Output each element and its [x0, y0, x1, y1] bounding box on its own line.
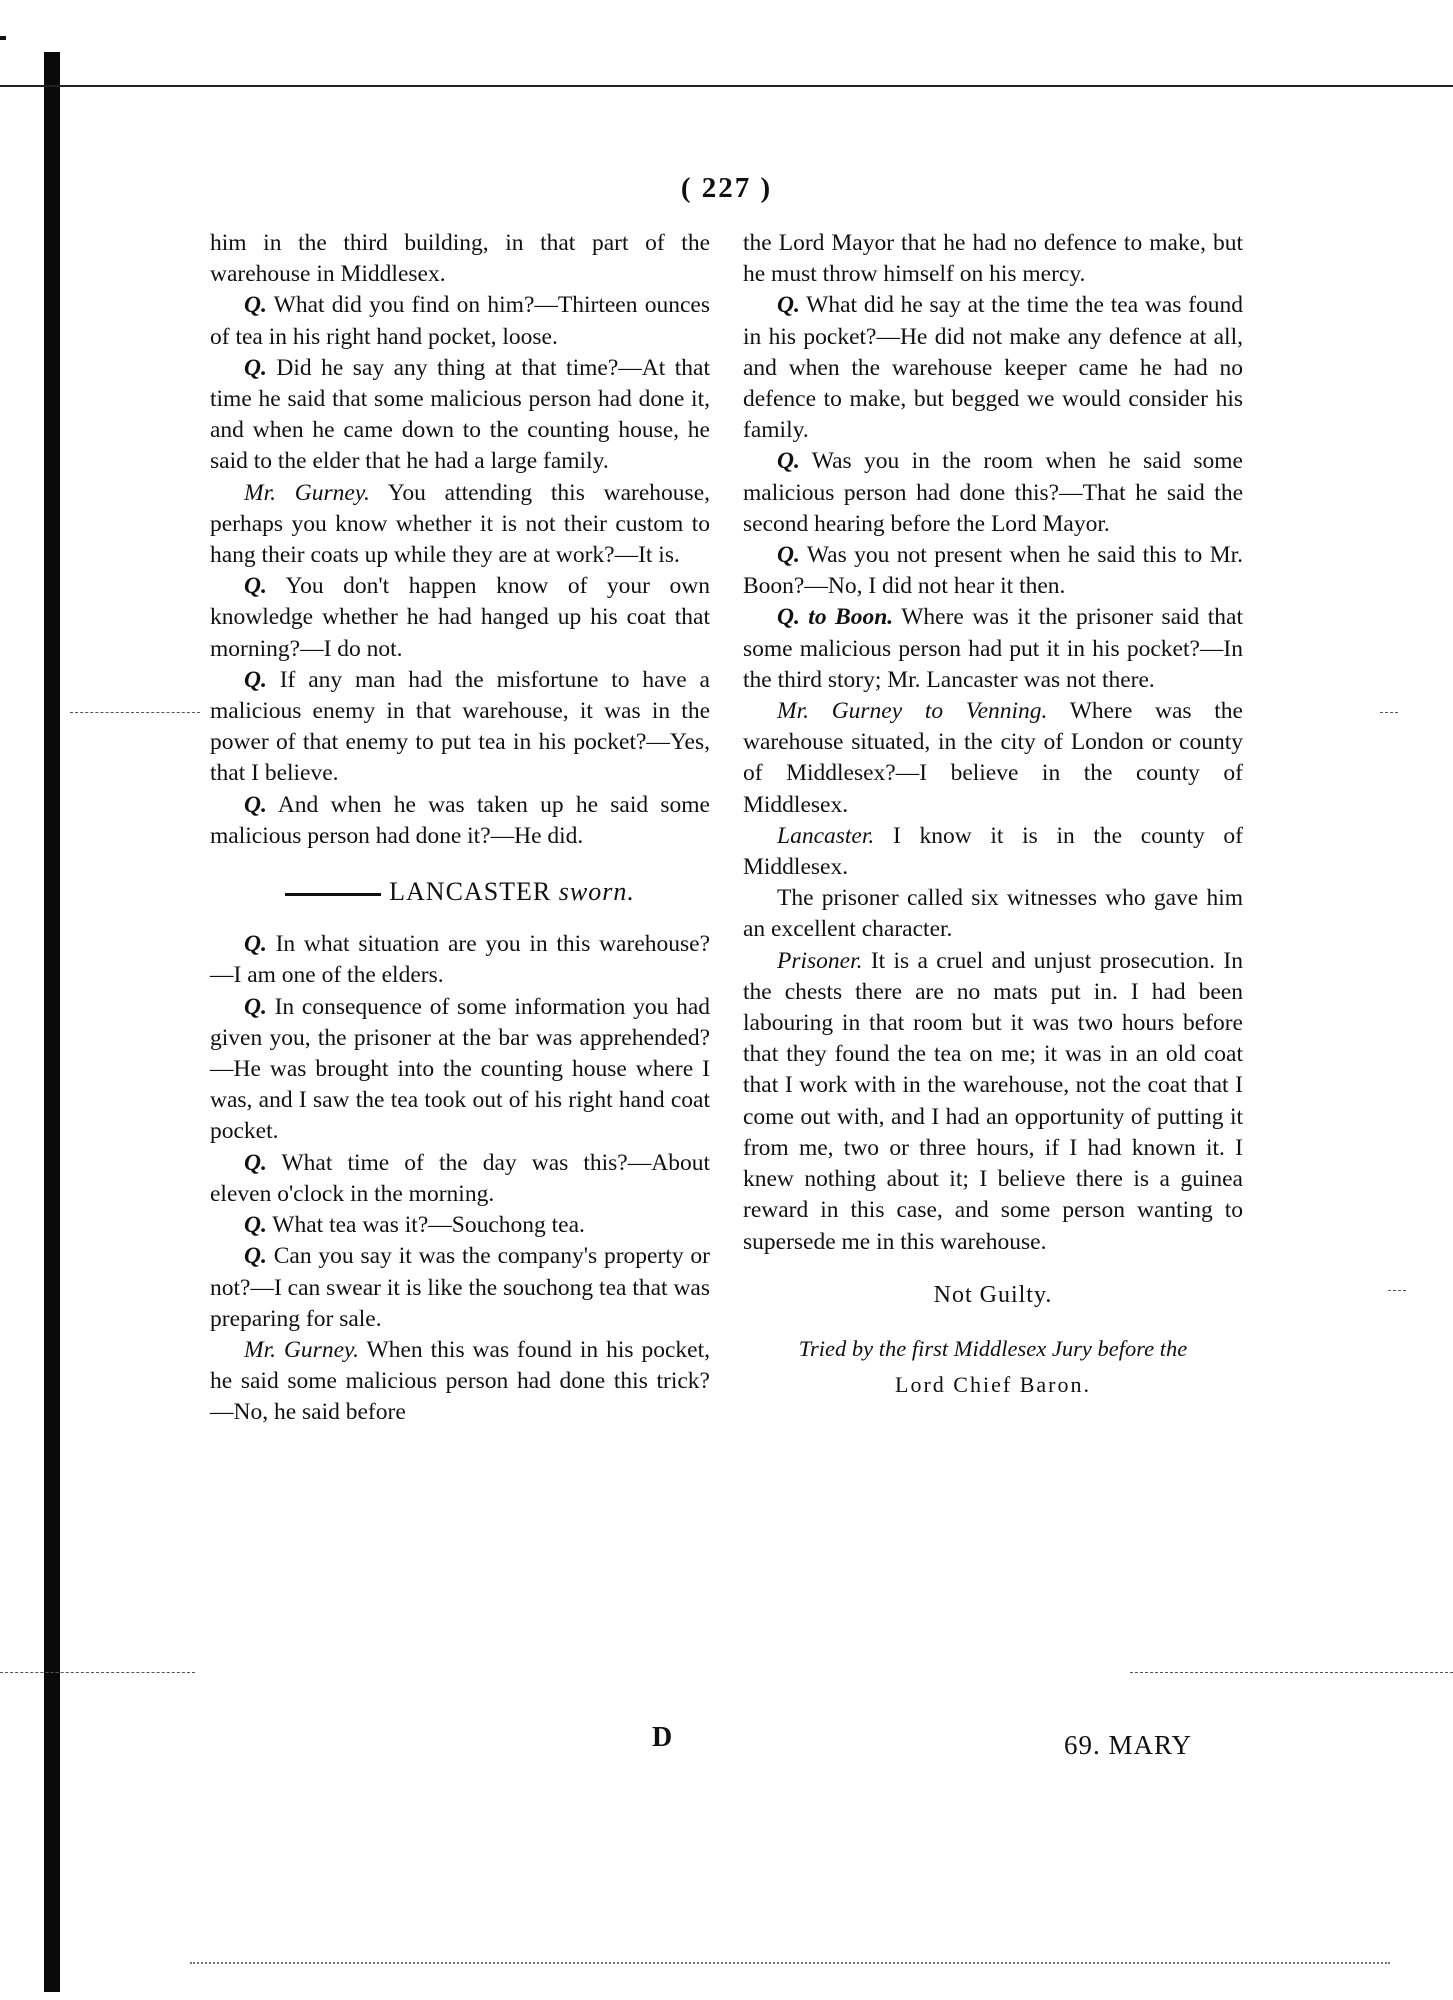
paragraph: Q. If any man had the misfortune to have a malicious enemy in that warehouse, it was in the power of that enemy to put tea in his pocket?—Yes, that I believe. [210, 666, 710, 787]
paragraph: Q. And when he was taken up he said some malicious person had done it?—He did. [210, 791, 710, 849]
paragraph: Lancaster. I know it is in the county of Middlesex. [743, 822, 1243, 881]
paragraph: Q. In consequence of some information you had given you, the prisoner at the bar was apprehended?—He was brought into the counting house where I was, and I saw the tea took out of his right hand coat pocket. [210, 993, 710, 1145]
paragraph: Q. In what situation are you in this warehouse?—I am one of the elders. [210, 931, 710, 989]
paragraph: Mr. Gurney. You attending this warehouse, perhaps you know whether it is not their custom to hang their coats up while they are at work?—It is. [210, 479, 710, 569]
signature-mark: D [652, 1722, 673, 1753]
page-top-edge [0, 85, 1453, 87]
verdict: Not Guilty. [933, 1281, 1053, 1308]
paragraph: Q. Did he say any thing at that time?—At that time he said that some malicious person had done it, and when he came down to the counting house, he said to the elder that he had a large family. [210, 354, 710, 475]
scan-artifact-line [1380, 712, 1398, 713]
left-column [210, 228, 710, 1429]
witness-sworn: sworn. [558, 877, 635, 907]
paragraph: Q. You don't happen know of your own knowledge whether he had hanged up his coat that morning?—I do not. [210, 573, 710, 662]
paragraph: Q. Was you in the room when he said some malicious person had done this?—That he said the second hearing before the Lord Mayor. [743, 448, 1243, 537]
paragraph: Q. What time of the day was this?—About eleven o'clock in the morning. [210, 1149, 710, 1207]
book-binding-shadow [44, 52, 60, 1992]
paragraph: Q. What did he say at the time the tea was found in his pocket?—He did not make any defence at all, and when the warehouse keeper came he had no defence to make, but begged we would consider his family. [743, 292, 1243, 444]
scan-mark [0, 36, 6, 40]
scan-artifact-line [70, 712, 200, 713]
catchword: 69. MARY [1064, 1730, 1193, 1760]
witness-name: LANCASTER [389, 877, 552, 907]
paragraph: Prisoner. It is a cruel and unjust prosecution. In the chests there are no mats put in. I had been labouring in that room but it was two hours before that they found the tea on me; it was in an old coat that I work with in the warehouse, not the coat that I come out with, and I had an opportunity of putting it from me, two or three hours, if I had known it. I knew nothing about it; I believe there is a guinea reward in this case, and some person wanting to supersede me in this warehouse. [743, 947, 1243, 1255]
right-column [743, 228, 1243, 1400]
scan-artifact-line [1388, 1290, 1406, 1291]
paragraph: Mr. Gurney to Venning. Where was the warehouse situated, in the city of London or county of Middlesex?—I believe in the county of Middlesex. [743, 698, 1243, 818]
witness-heading [210, 876, 710, 907]
paragraph: Q. What tea was it?—Souchong tea. [244, 1212, 585, 1239]
paragraph: Q. What did you find on him?—Thirteen ounces of tea in his right hand pocket, loose. [210, 292, 710, 350]
paragraph: the Lord Mayor that he had no defence to make, but he must throw himself on his mercy. [743, 230, 1243, 288]
paragraph: Q. to Boon. Where was it the prisoner said that some malicious person had put it in his pocket?—In the third story; Mr. Lancaster was not there. [743, 604, 1243, 693]
heading-dash [285, 893, 381, 896]
trial-note: Tried by the first Middlesex Jury before the [798, 1335, 1188, 1361]
scan-noise [190, 1962, 1390, 1974]
page-number: ( 227 ) [680, 172, 773, 204]
paragraph: Q. Was you not present when he said this to Mr. Boon?—No, I did not hear it then. [743, 542, 1243, 600]
paragraph: Q. Can you say it was the company's property or not?—I can swear it is like the souchong tea that was preparing for sale. [210, 1243, 710, 1332]
scan-artifact-line [0, 1672, 195, 1673]
paragraph: him in the third building, in that part of the warehouse in Middlesex. [210, 230, 710, 288]
scan-artifact-line [1130, 1672, 1453, 1673]
judge-name: Lord Chief Baron. [895, 1371, 1091, 1397]
paragraph: Mr. Gurney. When this was found in his pocket, he said some malicious person had done this trick?—No, he said before [210, 1336, 710, 1426]
paragraph: The prisoner called six witnesses who gave him an excellent character. [743, 885, 1243, 943]
